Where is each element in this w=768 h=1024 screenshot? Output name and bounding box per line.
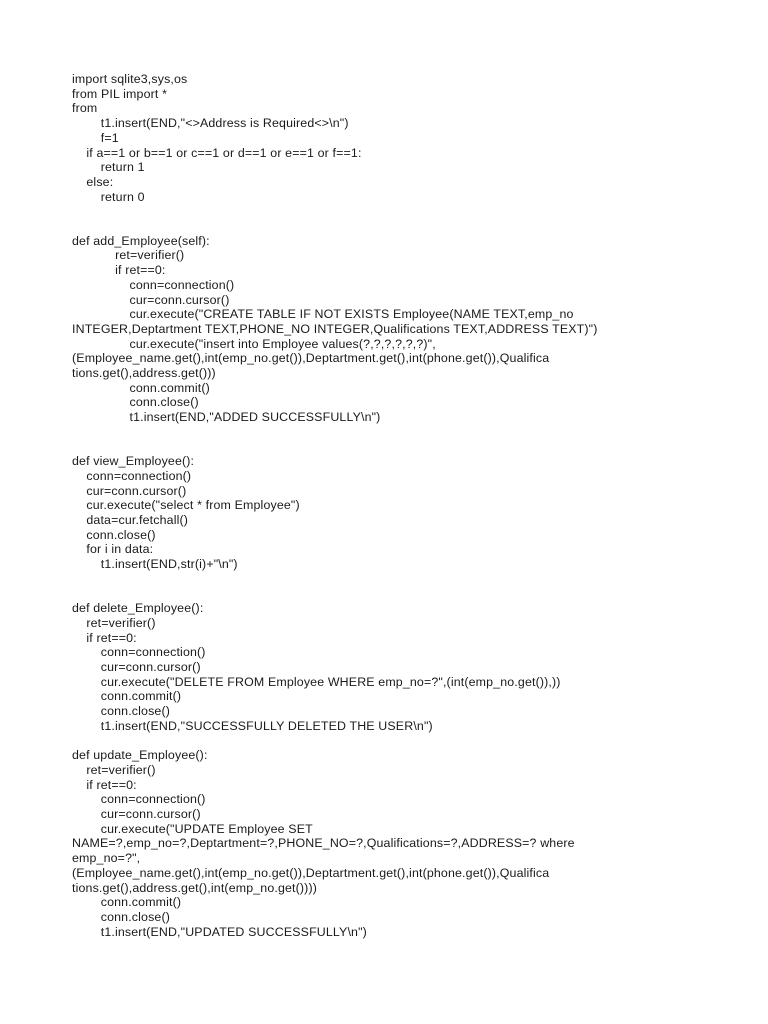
code-line [72, 587, 712, 602]
code-line: conn=connection() [72, 468, 192, 483]
code-line: if ret==0: [72, 630, 137, 645]
code-line: conn.commit() [72, 895, 182, 910]
code-line: ret=verifier() [72, 615, 156, 630]
code-line: from [72, 101, 98, 116]
code-line: t1.insert(END,"SUCCESSFULLY DELETED THE USER\n") [72, 718, 433, 733]
code-line: cur.execute("select * from Employee") [72, 498, 300, 513]
code-line: conn=connection() [72, 645, 206, 660]
code-line: cur=conn.cursor() [72, 660, 201, 675]
code-line: (Employee_name.get(),int(emp_no.get()),Deptartment.get(),int(phone.get()),Qualifica [72, 865, 550, 880]
code-line: cur=conn.cursor() [72, 483, 187, 498]
code-line: tions.get(),address.get(),int(emp_no.get()))) [72, 880, 318, 895]
code-line [72, 572, 712, 587]
code-line: cur=conn.cursor() [72, 292, 230, 307]
code-line: conn=connection() [72, 792, 206, 807]
code-line: cur=conn.cursor() [72, 807, 201, 822]
code-line: t1.insert(END,"UPDATED SUCCESSFULLY\n") [72, 924, 367, 939]
code-line: cur.execute("insert into Employee values(?,?,?,?,?,?)", [72, 336, 436, 351]
code-line: from PIL import * [72, 86, 168, 101]
code-line: ret=verifier() [72, 248, 185, 263]
code-listing [72, 72, 712, 939]
code-line: t1.insert(END,str(i)+"\n") [72, 557, 238, 572]
code-line: f=1 [72, 130, 119, 145]
code-line: cur.execute("UPDATE Employee SET [72, 821, 313, 836]
code-line: conn=connection() [72, 277, 235, 292]
code-line: NAME=?,emp_no=?,Deptartment=?,PHONE_NO=?,Qualifications=?,ADDRESS=? where [72, 836, 575, 851]
code-line: cur.execute("CREATE TABLE IF NOT EXISTS Employee(NAME TEXT,emp_no [72, 307, 574, 322]
code-line [72, 204, 712, 219]
code-line: t1.insert(END,"<>Address is Required<>\n") [72, 116, 349, 131]
code-line: if ret==0: [72, 777, 137, 792]
code-line: conn.close() [72, 527, 156, 542]
code-line [72, 425, 712, 440]
code-line: return 0 [72, 189, 145, 204]
code-line [72, 734, 712, 749]
code-line: def add_Employee(self): [72, 233, 210, 248]
code-line: t1.insert(END,"ADDED SUCCESSFULLY\n") [72, 410, 381, 425]
code-line: conn.close() [72, 704, 171, 719]
code-line [72, 219, 712, 234]
code-line: conn.commit() [72, 689, 182, 704]
code-line: return 1 [72, 160, 145, 175]
code-line: def view_Employee(): [72, 454, 195, 469]
code-line: conn.close() [72, 909, 171, 924]
code-line: (Employee_name.get(),int(emp_no.get()),Deptartment.get(),int(phone.get()),Qualifica [72, 351, 550, 366]
code-line: tions.get(),address.get())) [72, 366, 216, 381]
code-line: else: [72, 174, 114, 189]
code-line: def delete_Employee(): [72, 601, 204, 616]
code-line: INTEGER,Deptartment TEXT,PHONE_NO INTEGER,Qualifications TEXT,ADDRESS TEXT)") [72, 321, 598, 336]
code-line: import sqlite3,sys,os [72, 72, 188, 86]
code-line [72, 440, 712, 455]
code-line: def update_Employee(): [72, 748, 208, 763]
code-line: ret=verifier() [72, 762, 156, 777]
code-line: conn.commit() [72, 380, 210, 395]
code-line: for i in data: [72, 542, 154, 557]
code-line: if a==1 or b==1 or c==1 or d==1 or e==1 or f==1: [72, 145, 362, 160]
code-line: conn.close() [72, 395, 199, 410]
code-line: emp_no=?", [72, 851, 141, 866]
code-line: cur.execute("DELETE FROM Employee WHERE emp_no=?",(int(emp_no.get()),)) [72, 674, 561, 689]
code-line: if ret==0: [72, 263, 166, 278]
code-line: data=cur.fetchall() [72, 513, 189, 528]
